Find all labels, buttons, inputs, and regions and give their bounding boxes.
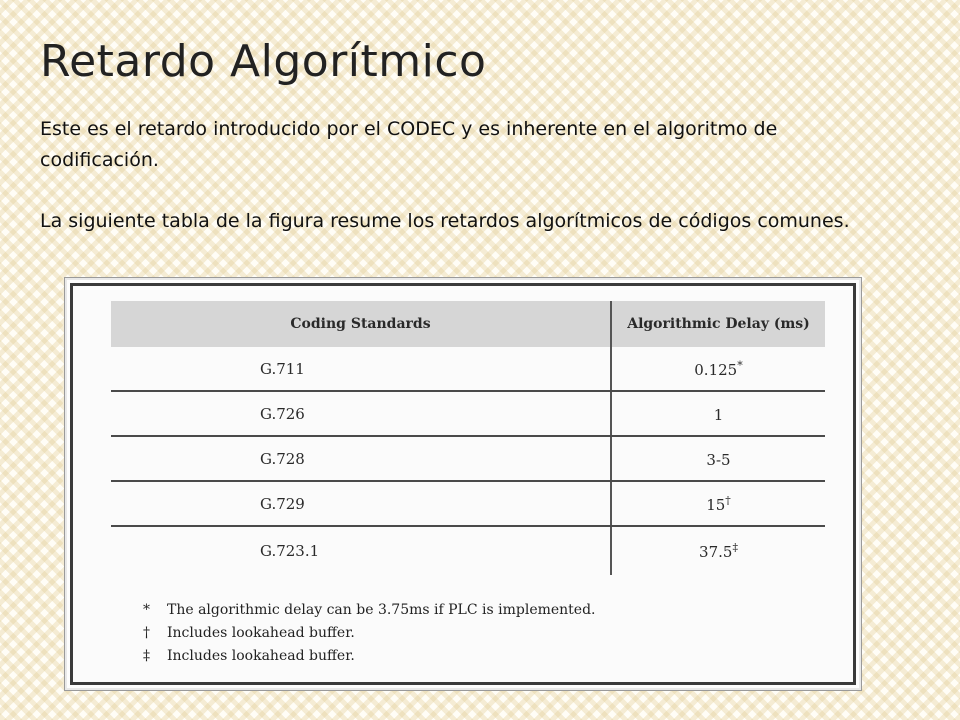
cell-standard: G.729 bbox=[111, 481, 611, 526]
cell-standard: G.711 bbox=[111, 347, 611, 391]
table-footnotes bbox=[143, 598, 596, 667]
footnote-mark: † bbox=[725, 493, 731, 507]
footnote bbox=[143, 621, 596, 644]
header-algorithmic-delay: Algorithmic Delay (ms) bbox=[611, 301, 825, 347]
footnote-symbol: ‡ bbox=[143, 647, 150, 664]
footnote-text: The algorithmic delay can be 3.75ms if PLC is implemented. bbox=[167, 601, 596, 618]
cell-standard: G.728 bbox=[111, 436, 611, 481]
footnote bbox=[143, 644, 596, 667]
footnote-mark: ‡ bbox=[732, 541, 738, 554]
cell-delay bbox=[611, 436, 825, 481]
cell-delay bbox=[611, 391, 825, 436]
footnote-text: Includes lookahead buffer. bbox=[167, 624, 355, 641]
cell-standard: G.723.1 bbox=[111, 526, 611, 575]
header-coding-standards: Coding Standards bbox=[111, 301, 611, 347]
codec-delay-figure bbox=[64, 277, 862, 691]
table-row bbox=[111, 347, 825, 391]
table-header-row bbox=[111, 301, 825, 347]
table-row bbox=[111, 481, 825, 526]
cell-delay bbox=[611, 347, 825, 391]
table-summary-paragraph: La siguiente tabla de la figura resume los retardos algorítmicos de códigos comunes. bbox=[40, 210, 850, 232]
footnote bbox=[143, 598, 596, 621]
footnote-mark: * bbox=[737, 358, 743, 372]
table-row bbox=[111, 391, 825, 436]
intro-paragraph: Este es el retardo introducido por el CODEC y es inherente en el algoritmo de codificación. bbox=[40, 118, 778, 171]
delay-value: 37.5 bbox=[699, 543, 733, 561]
table-row bbox=[111, 436, 825, 481]
delay-value: 15 bbox=[706, 495, 726, 514]
cell-delay bbox=[611, 481, 825, 526]
slide-title: Retardo Algorítmico bbox=[40, 36, 487, 87]
delay-value: 0.125 bbox=[694, 360, 738, 379]
cell-standard: G.726 bbox=[111, 391, 611, 436]
cell-delay bbox=[611, 526, 825, 575]
footnote-text: Includes lookahead buffer. bbox=[167, 647, 355, 664]
figure-frame bbox=[70, 283, 856, 685]
delay-value: 1 bbox=[713, 405, 724, 424]
table-row bbox=[111, 526, 825, 575]
footnote-symbol: † bbox=[143, 624, 150, 641]
footnote-symbol: * bbox=[143, 601, 150, 618]
delay-value: 3-5 bbox=[706, 450, 731, 469]
codec-delay-table bbox=[111, 301, 825, 575]
